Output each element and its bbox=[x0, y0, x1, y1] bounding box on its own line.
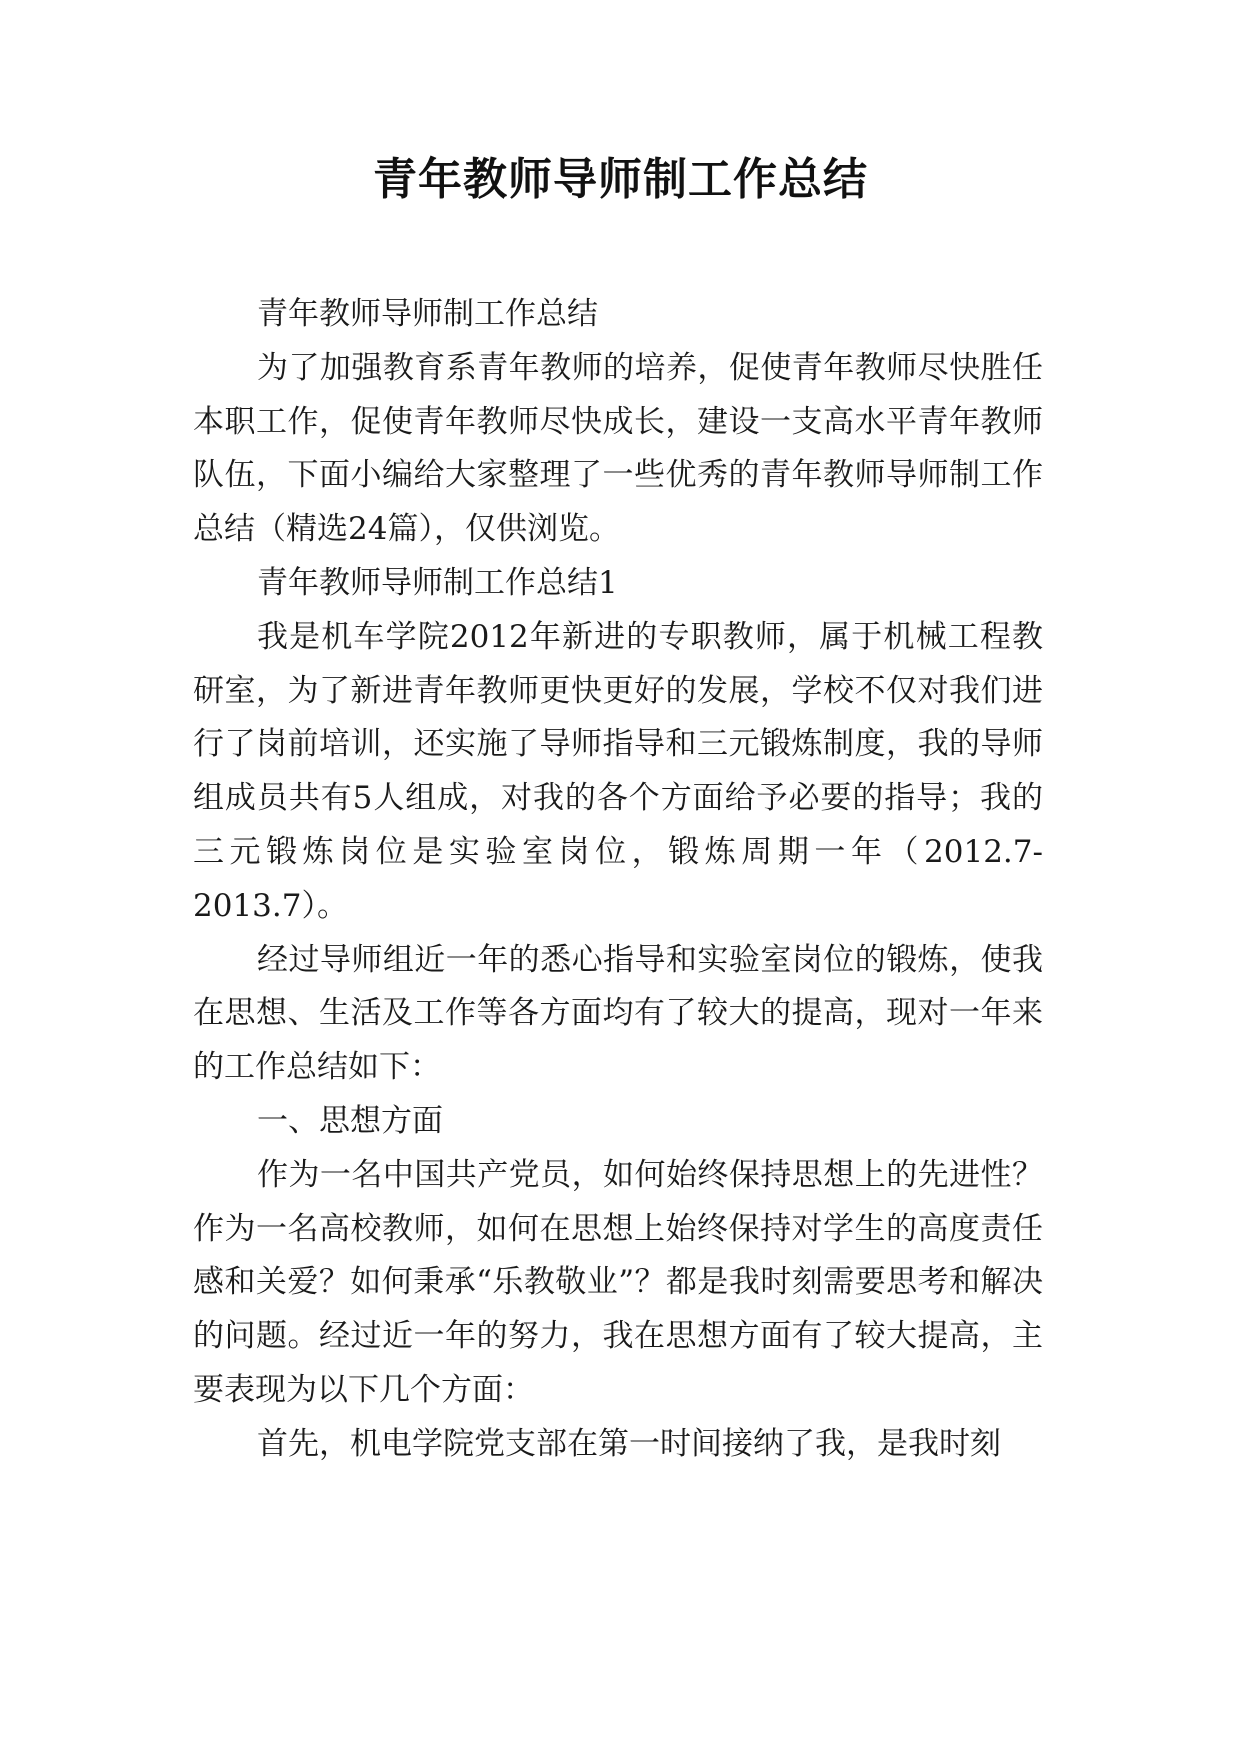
paragraph-section-heading: 青年教师导师制工作总结1 bbox=[257, 564, 618, 601]
paragraph-summary-lead: 经过导师组近一年的悉心指导和实验室岗位的锻炼，使我在思想、生活及工作等各方面均有了较大的提高，现对一年来的工作总结如下： bbox=[193, 941, 1043, 1086]
paragraph-first-point: 首先，机电学院党支部在第一时间接纳了我，是我时刻 bbox=[257, 1425, 1001, 1462]
paragraph-background: 我是机车学院2012年新进的专职教师，属于机械工程教研室，为了新进青年教师更快更好的发展，学校不仅对我们进行了岗前培训，还实施了导师指导和三元锻炼制度，我的导师组成员共有5人组成，对我的各个方面给予必要的指导；我的三元锻炼岗位是实验室岗位，锻炼周期一年（2012.7-2013.7）。 bbox=[193, 618, 1043, 924]
document-body bbox=[193, 288, 1043, 1472]
paragraph-thought: 作为一名中国共产党员，如何始终保持思想上的先进性？作为一名高校教师，如何在思想上始终保持对学生的高度责任感和关爱？如何秉承“乐教敬业”？都是我时刻需要思考和解决的问题。经过近一年的努力，我在思想方面有了较大提高，主要表现为以下几个方面： bbox=[193, 1156, 1043, 1408]
paragraph-heading-thought: 一、思想方面 bbox=[257, 1102, 443, 1139]
document-title: 青年教师导师制工作总结 bbox=[373, 154, 868, 205]
paragraph-intro: 为了加强教育系青年教师的培养，促使青年教师尽快胜任本职工作，促使青年教师尽快成长，建设一支高水平青年教师队伍，下面小编给大家整理了一些优秀的青年教师导师制工作总结（精选24篇），仅供浏览。 bbox=[193, 349, 1043, 548]
paragraph-subtitle: 青年教师导师制工作总结 bbox=[257, 296, 598, 332]
